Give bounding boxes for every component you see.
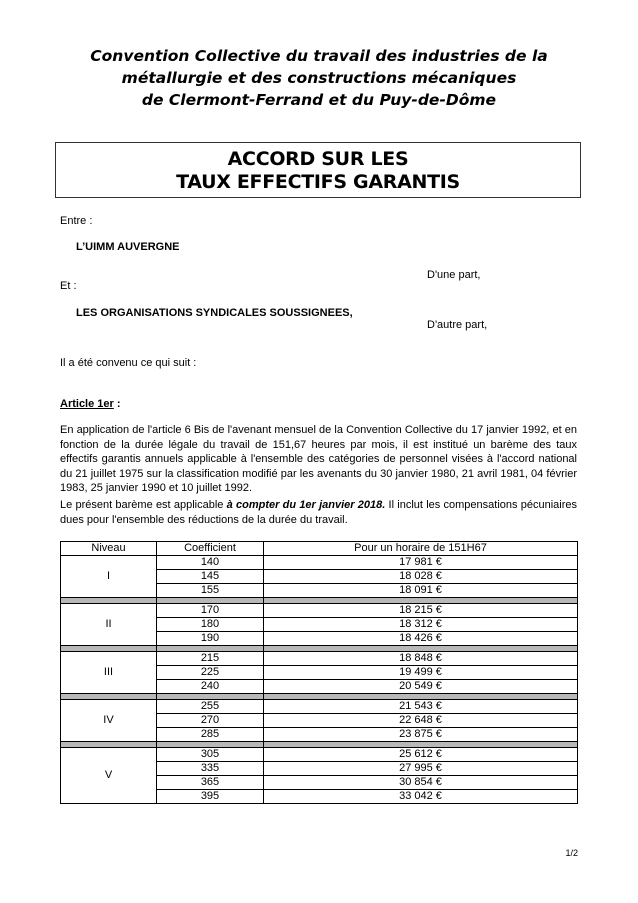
table-row — [61, 556, 578, 570]
title-line-1: ACCORD SUR LES — [227, 148, 409, 170]
coefficient-cell: 190 — [157, 632, 264, 646]
table-row — [61, 652, 578, 666]
amount-cell: 18 848 € — [264, 652, 578, 666]
et-label: Et : — [60, 280, 77, 292]
amount-cell: 23 875 € — [264, 728, 578, 742]
article-colon: : — [113, 398, 121, 410]
coefficient-cell: 215 — [157, 652, 264, 666]
header-coefficient: Coefficient — [157, 542, 264, 556]
amount-cell: 21 543 € — [264, 700, 578, 714]
coefficient-cell: 305 — [157, 748, 264, 762]
entre-label: Entre : — [60, 215, 93, 227]
header-horaire: Pour un horaire de 151H67 — [264, 542, 578, 556]
dautre-part-label: D'autre part, — [427, 319, 488, 331]
amount-cell: 18 426 € — [264, 632, 578, 646]
amount-cell: 18 312 € — [264, 618, 578, 632]
coefficient-cell: 225 — [157, 666, 264, 680]
table-header-row — [61, 542, 578, 556]
para2-pre: Le présent barème est applicable — [60, 499, 227, 511]
para2-post: Il inclut les compensations pécuniaires dues pour l'ensemble des réductions de la durée du travail. — [60, 499, 577, 526]
table-row — [61, 700, 578, 714]
coefficient-cell: 155 — [157, 584, 264, 598]
title-box — [55, 142, 581, 198]
amount-cell: 18 215 € — [264, 604, 578, 618]
page-number: 1/2 — [565, 848, 578, 858]
coefficient-cell: 285 — [157, 728, 264, 742]
amount-cell: 25 612 € — [264, 748, 578, 762]
article-paragraph-2 — [60, 498, 577, 527]
coefficient-cell: 335 — [157, 762, 264, 776]
coefficient-cell: 140 — [157, 556, 264, 570]
article-heading — [60, 397, 121, 411]
party-syndicats: LES ORGANISATIONS SYNDICALES SOUSSIGNEES, — [76, 307, 353, 319]
amount-cell: 19 499 € — [264, 666, 578, 680]
coefficient-cell: 240 — [157, 680, 264, 694]
coefficient-cell: 365 — [157, 776, 264, 790]
coefficient-cell: 255 — [157, 700, 264, 714]
amount-cell: 27 995 € — [264, 762, 578, 776]
article-paragraph-1: En application de l'article 6 Bis de l'avenant mensuel de la Convention Collective du 17 janvier 1992, et en fonction de la durée légale du travail de 151,67 heures par mois, il est institué un barème des taux effectifs garantis annuels applicable à l'ensemble des catégories de personnel visées à l'accord national du 21 juillet 1975 sur la classification modifié par les avenants du 30 janvier 1980, 21 avril 1981, 04 février 1983, 25 janvier 1990 et 10 juillet 1992. — [60, 424, 577, 495]
party-uimm: L’UIMM AUVERGNE — [76, 241, 180, 253]
header-line-1: Convention Collective du travail des industries de la — [90, 47, 548, 65]
niveau-cell: V — [61, 748, 157, 804]
article-label: Article 1er — [60, 398, 114, 410]
niveau-cell: II — [61, 604, 157, 646]
amount-cell: 33 042 € — [264, 790, 578, 804]
document-header — [0, 45, 638, 111]
niveau-cell: III — [61, 652, 157, 694]
intro-text: Il a été convenu ce qui suit : — [60, 357, 197, 369]
salary-table — [60, 541, 578, 804]
coefficient-cell: 270 — [157, 714, 264, 728]
amount-cell: 30 854 € — [264, 776, 578, 790]
dune-part-label: D'une part, — [427, 269, 481, 281]
niveau-cell: IV — [61, 700, 157, 742]
coefficient-cell: 170 — [157, 604, 264, 618]
amount-cell: 17 981 € — [264, 556, 578, 570]
table-row — [61, 604, 578, 618]
amount-cell: 22 648 € — [264, 714, 578, 728]
header-line-2: métallurgie et des constructions mécaniques — [121, 69, 517, 87]
title-line-2: TAUX EFFECTIFS GARANTIS — [176, 171, 460, 193]
header-line-3: de Clermont-Ferrand et du Puy-de-Dôme — [141, 91, 497, 109]
coefficient-cell: 395 — [157, 790, 264, 804]
header-niveau: Niveau — [61, 542, 157, 556]
coefficient-cell: 180 — [157, 618, 264, 632]
para2-effective-date: à compter du 1er janvier 2018. — [226, 499, 386, 511]
table-row — [61, 748, 578, 762]
niveau-cell: I — [61, 556, 157, 598]
amount-cell: 20 549 € — [264, 680, 578, 694]
amount-cell: 18 028 € — [264, 570, 578, 584]
amount-cell: 18 091 € — [264, 584, 578, 598]
coefficient-cell: 145 — [157, 570, 264, 584]
